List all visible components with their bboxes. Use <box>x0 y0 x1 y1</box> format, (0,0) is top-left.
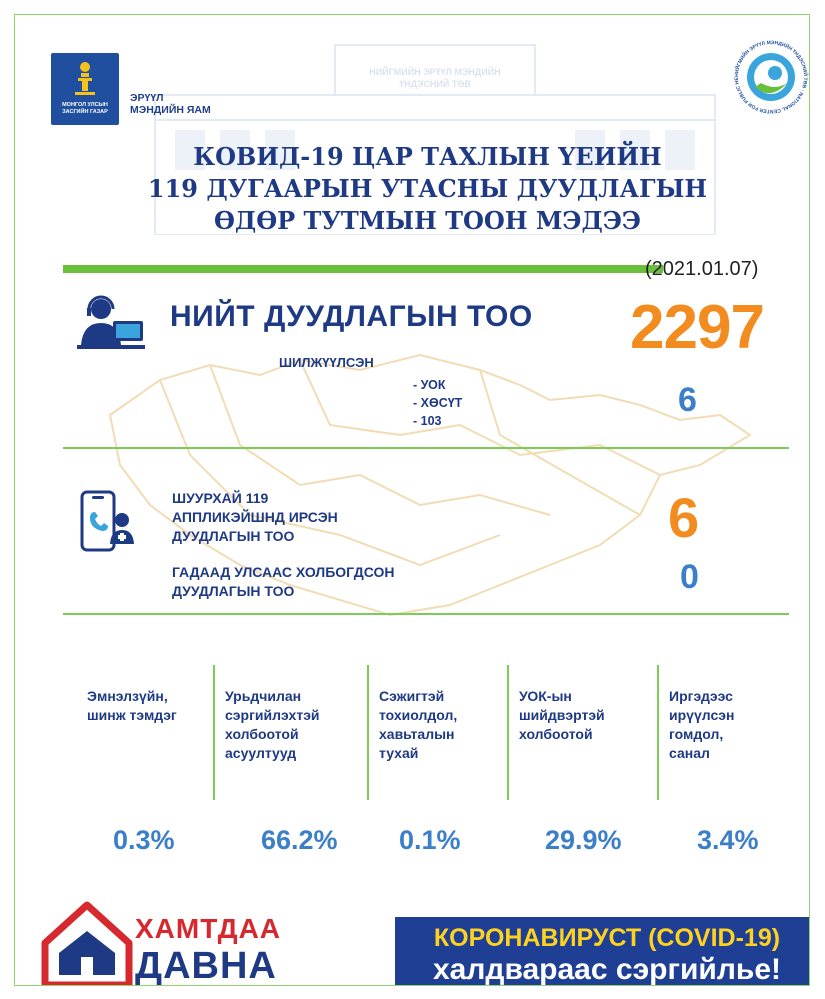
ministry-name <box>130 92 211 116</box>
gov-emblem-icon <box>72 59 98 97</box>
ministry-line2: МЭНДИЙН ЯАМ <box>130 104 211 116</box>
transferred-label: ШИЛЖҮҮЛСЭН <box>279 355 374 370</box>
category-label-line: шийдвэртэй <box>519 707 605 723</box>
transferred-item: - 103 <box>413 414 442 428</box>
category-label-line: УОК-ын <box>519 688 572 704</box>
foreign-calls-label-line: ДУУДЛАГЫН ТОО <box>172 583 295 599</box>
ncph-logo-text: НИЙГМИЙН ЭРҮҮЛ МЭНДИЙН ҮНДЭСНИЙ ТӨВ · NATIONAL CENTER FOR PUBLIC HE <box>733 39 809 115</box>
category-label-line: холбоотой <box>519 726 593 742</box>
together-word2: ДАВНА <box>135 945 277 986</box>
category-label-line: холбоотой <box>225 726 299 742</box>
page-title <box>105 141 750 237</box>
category-divider <box>507 665 509 800</box>
category-prevention <box>213 665 363 865</box>
category-label-line: тухай <box>379 745 419 761</box>
category-label <box>379 687 457 763</box>
category-label <box>519 687 605 744</box>
category-complaints <box>657 665 797 865</box>
title-line2: 119 ДУГААРЫН УТАСНЫ ДУУДЛАГЫН <box>147 174 708 203</box>
app-calls-label-line: ДУУДЛАГЫН ТОО <box>172 528 295 544</box>
banner-line1: КОРОНАВИРУСТ (COVID-19) <box>433 924 781 952</box>
foreign-calls-label-line: ГАДААД УЛСААС ХОЛБОГДСОН <box>172 564 395 580</box>
category-label-line: хавьталын <box>379 726 455 742</box>
category-divider <box>657 665 659 800</box>
category-label-line: Эмнэлзүйн, <box>87 688 168 704</box>
building-sign-line2: ҮНДЭСНИЙ ТӨВ <box>399 79 471 89</box>
app-calls-label-line: ШУУРХАЙ 119 <box>172 490 269 506</box>
together-logo <box>37 893 332 986</box>
foreign-calls-value: 0 <box>680 558 699 596</box>
infographic-frame <box>14 14 810 986</box>
category-value: 0.3% <box>113 825 175 855</box>
app-calls-label <box>172 489 372 546</box>
banner-line2: халдвараас сэргийлье! <box>432 953 782 986</box>
ger-tent-icon <box>37 893 137 986</box>
transferred-item: - УОК <box>413 378 446 392</box>
category-label-line: санал <box>669 745 710 761</box>
transferred-value: 6 <box>678 381 697 419</box>
category-commission-decision <box>507 665 647 865</box>
transferred-item: - ХӨСҮТ <box>413 396 463 410</box>
section-divider <box>63 613 789 615</box>
foreign-calls-label <box>172 563 432 601</box>
category-value: 3.4% <box>697 825 759 855</box>
category-label-line: сэргийлэхтэй <box>225 707 320 723</box>
category-label-line: асуултууд <box>225 745 297 761</box>
category-label-line: Иргэдээс <box>669 688 733 704</box>
ministry-line1: ЭРҮҮЛ <box>130 92 164 104</box>
app-calls-value: 6 <box>668 486 700 549</box>
category-label-line: тохиолдол, <box>379 707 458 723</box>
transferred-list <box>413 376 462 430</box>
covid-prevention-banner <box>395 917 810 986</box>
report-date: (2021.01.07) <box>645 258 759 280</box>
government-logo <box>51 53 119 125</box>
category-divider <box>367 665 369 800</box>
total-calls-value: 2297 <box>630 293 764 362</box>
call-categories <box>85 665 785 865</box>
category-label-line: Урьдчилан <box>225 688 302 704</box>
category-label-line: Сэжигтэй <box>379 688 445 704</box>
category-label-line: ирүүлсэн <box>669 707 735 723</box>
category-value: 0.1% <box>399 825 461 855</box>
category-label-line: шинж тэмдэг <box>87 707 177 723</box>
ncph-logo-icon <box>731 37 810 117</box>
category-clinical <box>75 665 215 865</box>
category-label <box>87 687 177 725</box>
category-label <box>225 687 320 763</box>
title-underline <box>63 265 663 273</box>
title-line1: КОВИД-19 ЦАР ТАХЛЫН ҮЕИЙН <box>193 142 662 171</box>
smartphone-doctor-icon <box>78 490 138 552</box>
title-line3: ӨДӨР ТУТМЫН ТООН МЭДЭЭ <box>213 206 642 235</box>
gov-logo-text: МОНГОЛ УЛСЫН ЗАСГИЙН ГАЗАР <box>62 102 108 115</box>
operator-headset-icon <box>75 293 147 353</box>
total-calls-label: НИЙТ ДУУДЛАГЫН ТОО <box>170 300 533 333</box>
category-value: 66.2% <box>261 825 338 855</box>
category-suspected-case <box>367 665 507 865</box>
category-label <box>669 687 734 763</box>
app-calls-label-line: АППЛИКЭЙШНД ИРСЭН <box>172 509 338 525</box>
together-word1: ХАМТДАА <box>135 913 282 944</box>
building-sign-line1: НИЙГМИЙН ЭРҮҮЛ МЭНДИЙН <box>369 67 501 77</box>
category-value: 29.9% <box>545 825 622 855</box>
category-divider <box>213 665 215 800</box>
section-divider <box>63 447 789 449</box>
category-label-line: гомдол, <box>669 726 724 742</box>
